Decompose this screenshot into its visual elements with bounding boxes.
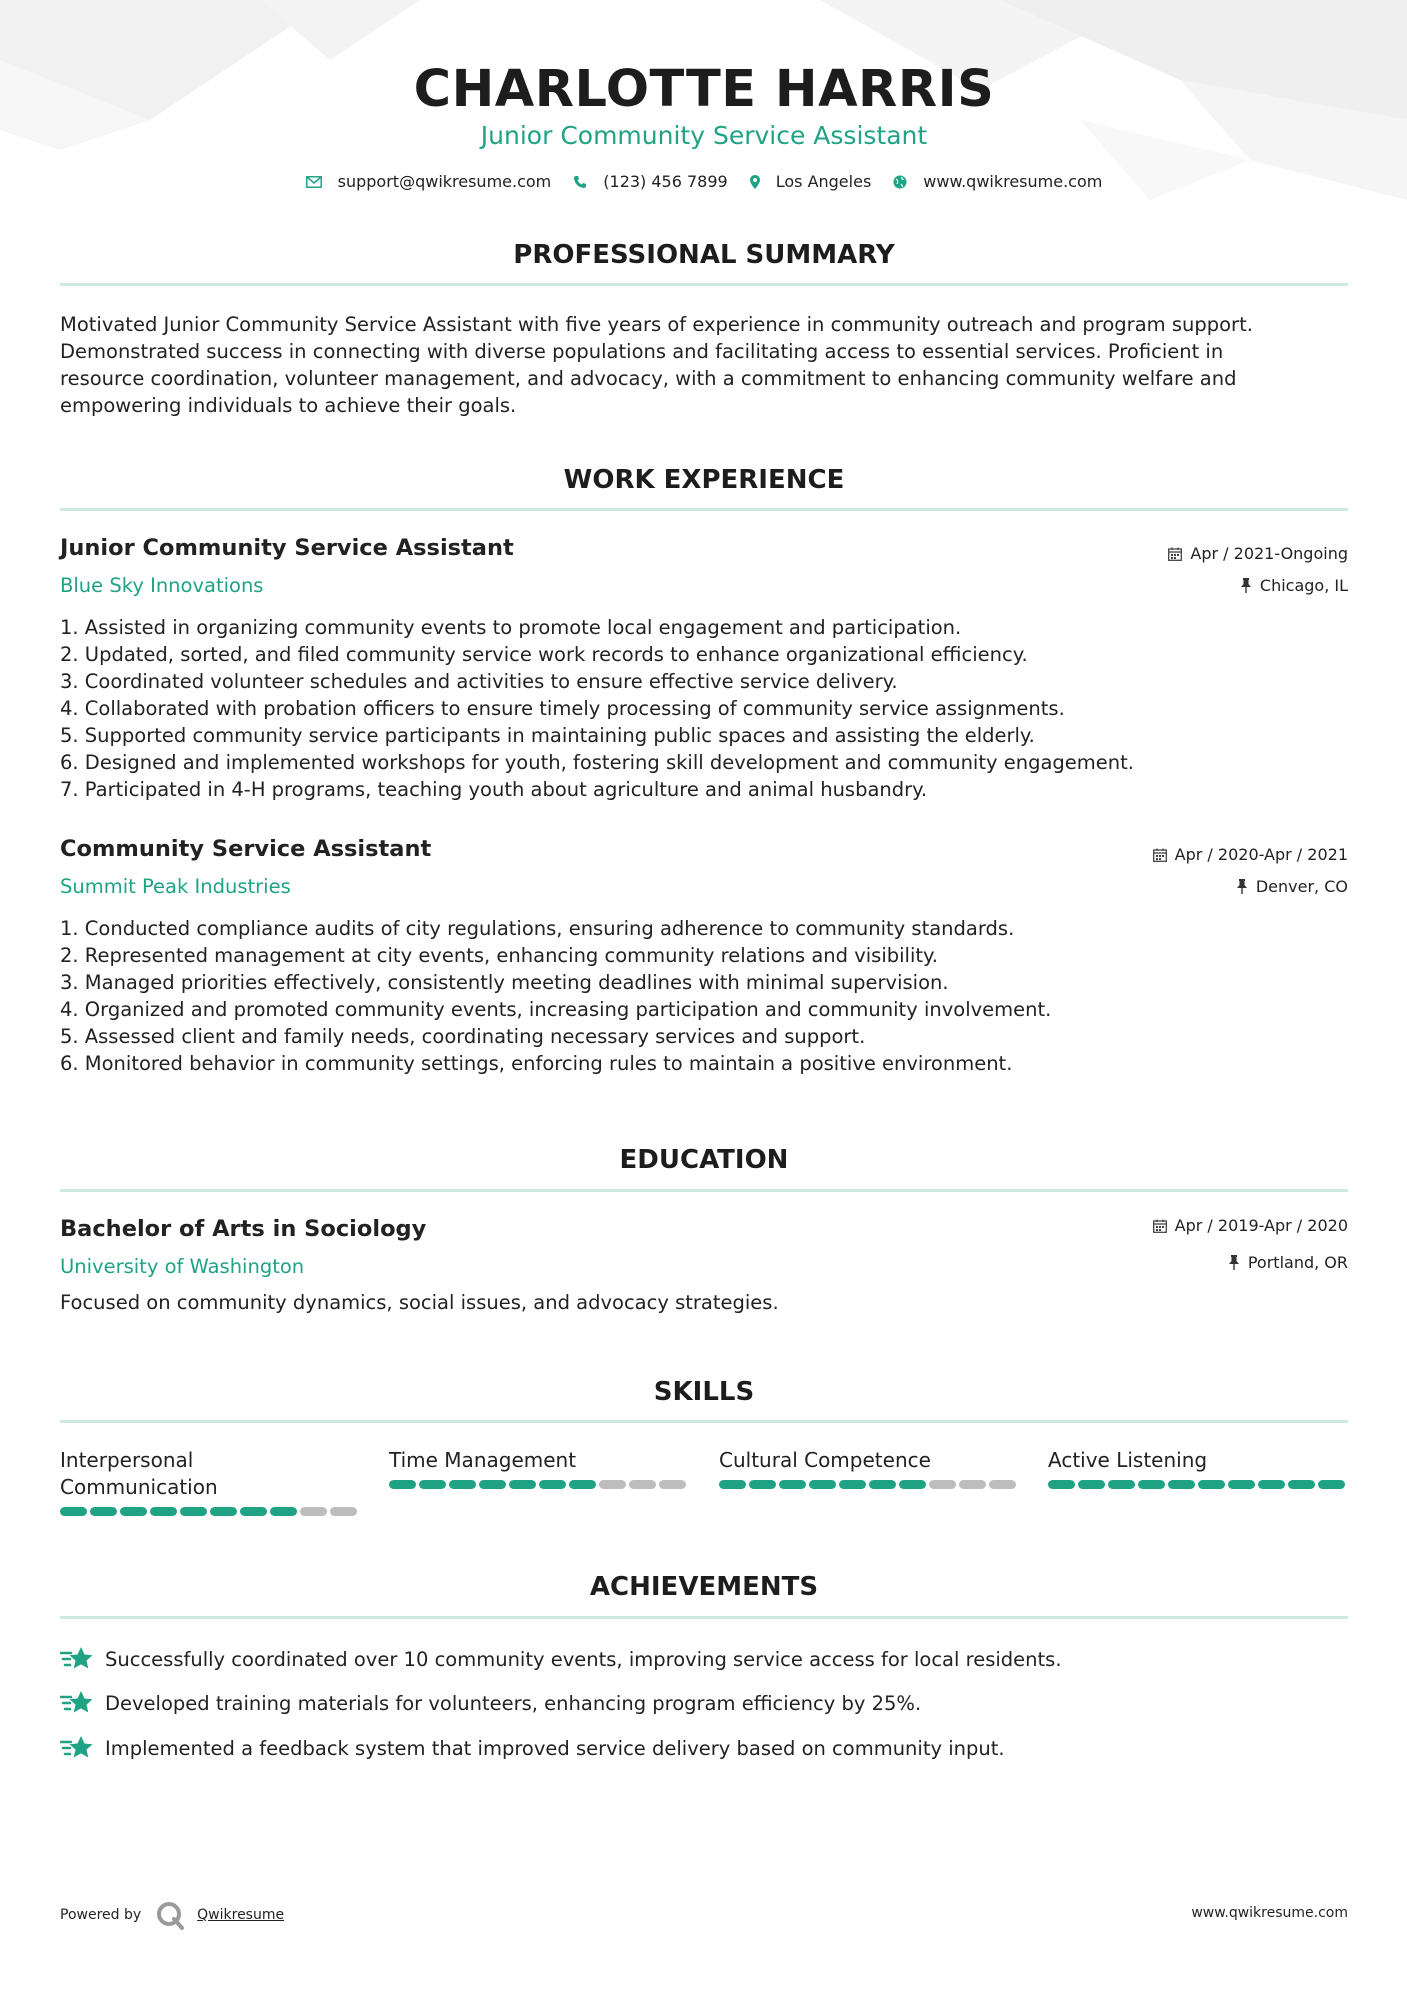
job-company: Blue Sky Innovations — [60, 574, 264, 597]
globe-icon — [893, 175, 907, 189]
skill-segment-filled — [1168, 1480, 1195, 1489]
skill-segment-filled — [509, 1480, 536, 1489]
candidate-name: CHARLOTTE HARRIS — [413, 60, 995, 119]
education-location-text: Portland, OR — [1247, 1253, 1348, 1272]
skill-segment-filled — [809, 1480, 836, 1489]
skill-segment-empty — [659, 1480, 686, 1489]
skill-label — [60, 1447, 360, 1501]
skill-segment-filled — [1198, 1480, 1225, 1489]
achievements-heading: ACHIEVEMENTS — [589, 1572, 819, 1602]
job-dates-text: Apr / 2021-Ongoing — [1190, 544, 1348, 563]
pushpin-icon — [1240, 578, 1252, 593]
skill-segment-empty — [629, 1480, 656, 1489]
skill-segment-filled — [1078, 1480, 1105, 1489]
contact-location — [750, 172, 872, 191]
job-title: Community Service Assistant — [60, 836, 432, 862]
qwikresume-logo-icon — [155, 1900, 185, 1930]
skill-label-line: Interpersonal — [60, 1448, 194, 1472]
list-item: 4. Collaborated with probation officers to ensure timely processing of community service assignments. — [60, 697, 1065, 720]
list-item: 6. Designed and implemented workshops for youth, fostering skill development and community engagement. — [60, 751, 1134, 774]
calendar-icon — [1168, 547, 1182, 561]
job-duties-list — [60, 614, 1348, 803]
skill-label — [1048, 1447, 1348, 1474]
skill-segment-empty — [330, 1507, 357, 1516]
contact-bar — [60, 172, 1348, 191]
skill-segment-filled — [449, 1480, 476, 1489]
summary-heading: PROFESSIONAL SUMMARY — [513, 240, 895, 270]
calendar-icon — [1153, 1219, 1167, 1233]
experience-divider — [60, 508, 1348, 511]
skill-segment-empty — [300, 1507, 327, 1516]
contact-email[interactable] — [306, 172, 552, 191]
skill-segment-filled — [899, 1480, 926, 1489]
skill-segment-filled — [719, 1480, 746, 1489]
skill-segment-filled — [389, 1480, 416, 1489]
education-divider — [60, 1189, 1348, 1192]
education-degree: Bachelor of Arts in Sociology — [60, 1216, 427, 1242]
summary-text — [60, 311, 1348, 419]
education-heading: EDUCATION — [619, 1145, 789, 1175]
summary-line: Demonstrated success in connecting with diverse populations and facilitating access to essential services. Proficient in — [60, 340, 1224, 363]
skill-segment-filled — [569, 1480, 596, 1489]
skill-rating-bar — [60, 1507, 360, 1516]
envelope-icon — [306, 176, 322, 188]
qwikresume-link[interactable]: Qwikresume — [197, 1907, 285, 1923]
list-item: 1. Conducted compliance audits of city regulations, ensuring adherence to community standards. — [60, 917, 1015, 940]
map-pin-icon — [750, 175, 760, 189]
job-location-text: Denver, CO — [1255, 877, 1348, 896]
skill-segment-filled — [1318, 1480, 1345, 1489]
star-icon — [60, 1734, 93, 1762]
skill-segment-filled — [270, 1507, 297, 1516]
job-company: Summit Peak Industries — [60, 875, 291, 898]
skill-segment-filled — [539, 1480, 566, 1489]
skill-segment-filled — [120, 1507, 147, 1516]
summary-line: Motivated Junior Community Service Assistant with five years of experience in community outreach and program support. — [60, 313, 1253, 336]
job-duties-list — [60, 915, 1348, 1077]
achievement-text: Successfully coordinated over 10 community events, improving service access for local residents. — [105, 1647, 1062, 1671]
skill-segment-filled — [240, 1507, 267, 1516]
achievement-item — [60, 1689, 921, 1717]
summary-line: resource coordination, volunteer management, and advocacy, with a commitment to enhancing community welfare and — [60, 367, 1237, 390]
list-item: 3. Managed priorities effectively, consistently meeting deadlines with minimal supervision. — [60, 971, 949, 994]
skill-segment-filled — [1138, 1480, 1165, 1489]
contact-website[interactable] — [893, 172, 1102, 191]
achievement-text: Implemented a feedback system that improved service delivery based on community input. — [105, 1736, 1005, 1760]
skill-item — [1048, 1447, 1348, 1489]
skill-segment-empty — [989, 1480, 1016, 1489]
education-dates-text: Apr / 2019-Apr / 2020 — [1174, 1216, 1348, 1235]
list-item: 1. Assisted in organizing community events to promote local engagement and participation. — [60, 616, 962, 639]
footer-powered-by — [60, 1900, 284, 1930]
skill-rating-bar — [1048, 1480, 1348, 1489]
phone-icon — [573, 175, 587, 189]
skill-label-line: Communication — [60, 1475, 218, 1499]
skill-segment-filled — [749, 1480, 776, 1489]
skill-segment-filled — [1048, 1480, 1075, 1489]
skill-segment-filled — [180, 1507, 207, 1516]
skill-segment-filled — [1288, 1480, 1315, 1489]
list-item: 5. Supported community service participants in maintaining public spaces and assisting the elderly. — [60, 724, 1035, 747]
skill-label — [719, 1447, 1019, 1474]
education-school: University of Washington — [60, 1255, 305, 1278]
skill-segment-empty — [599, 1480, 626, 1489]
achievement-item — [60, 1734, 1005, 1762]
pushpin-icon — [1228, 1255, 1240, 1270]
education-dates — [1153, 1216, 1348, 1235]
job-dates — [1153, 845, 1348, 864]
list-item: 3. Coordinated volunteer schedules and activities to ensure effective service delivery. — [60, 670, 898, 693]
skill-segment-filled — [90, 1507, 117, 1516]
job-location-text: Chicago, IL — [1259, 576, 1348, 595]
job-title: Junior Community Service Assistant — [60, 535, 514, 561]
skill-segment-filled — [1228, 1480, 1255, 1489]
summary-divider — [60, 283, 1348, 286]
list-item: 2. Updated, sorted, and filed community service work records to enhance organizational efficiency. — [60, 643, 1028, 666]
pushpin-icon — [1236, 879, 1248, 894]
skill-segment-filled — [210, 1507, 237, 1516]
summary-line: empowering individuals to achieve their goals. — [60, 394, 517, 417]
job-location — [1236, 877, 1348, 896]
powered-by-label: Powered by — [60, 1907, 142, 1923]
list-item: 2. Represented management at city events, enhancing community relations and visibility. — [60, 944, 938, 967]
list-item: 5. Assessed client and family needs, coordinating necessary services and support. — [60, 1025, 866, 1048]
skill-item — [719, 1447, 1019, 1489]
skill-segment-filled — [1258, 1480, 1285, 1489]
skill-item — [60, 1447, 360, 1516]
skill-label-line: Cultural Competence — [719, 1448, 931, 1472]
list-item: 4. Organized and promoted community events, increasing participation and community involvement. — [60, 998, 1052, 1021]
skill-segment-filled — [150, 1507, 177, 1516]
skill-label — [389, 1447, 689, 1474]
skill-segment-filled — [869, 1480, 896, 1489]
skill-rating-bar — [719, 1480, 1019, 1489]
job-location — [1240, 576, 1348, 595]
skill-segment-filled — [839, 1480, 866, 1489]
list-item: 7. Participated in 4-H programs, teaching youth about agriculture and animal husbandry. — [60, 778, 928, 801]
footer-website-link[interactable]: www.qwikresume.com — [1191, 1905, 1348, 1921]
job-dates-text: Apr / 2020-Apr / 2021 — [1174, 845, 1348, 864]
website-text: www.qwikresume.com — [923, 172, 1103, 191]
contact-phone[interactable] — [573, 172, 727, 191]
skills-divider — [60, 1420, 1348, 1423]
skill-segment-filled — [1108, 1480, 1135, 1489]
skill-segment-filled — [779, 1480, 806, 1489]
phone-text: (123) 456 7899 — [603, 172, 728, 191]
star-icon — [60, 1645, 93, 1673]
job-dates — [1168, 544, 1348, 563]
skill-segment-filled — [60, 1507, 87, 1516]
education-location — [1228, 1253, 1348, 1272]
experience-heading: WORK EXPERIENCE — [563, 465, 845, 495]
skill-segment-filled — [479, 1480, 506, 1489]
achievements-divider — [60, 1616, 1348, 1619]
location-text: Los Angeles — [775, 172, 872, 191]
skill-label-line: Time Management — [389, 1448, 577, 1472]
skill-item — [389, 1447, 689, 1489]
skill-segment-filled — [419, 1480, 446, 1489]
skills-heading: SKILLS — [653, 1377, 755, 1407]
achievement-text: Developed training materials for volunteers, enhancing program efficiency by 25%. — [105, 1691, 922, 1715]
candidate-title: Junior Community Service Assistant — [480, 121, 928, 150]
list-item: 6. Monitored behavior in community settings, enforcing rules to maintain a positive environment. — [60, 1052, 1013, 1075]
achievement-item — [60, 1645, 1062, 1673]
skill-segment-empty — [959, 1480, 986, 1489]
skill-label-line: Active Listening — [1048, 1448, 1208, 1472]
skill-rating-bar — [389, 1480, 689, 1489]
star-icon — [60, 1689, 93, 1717]
calendar-icon — [1153, 848, 1167, 862]
education-description: Focused on community dynamics, social issues, and advocacy strategies. — [60, 1291, 779, 1314]
email-text: support@qwikresume.com — [337, 172, 552, 191]
skill-segment-empty — [929, 1480, 956, 1489]
